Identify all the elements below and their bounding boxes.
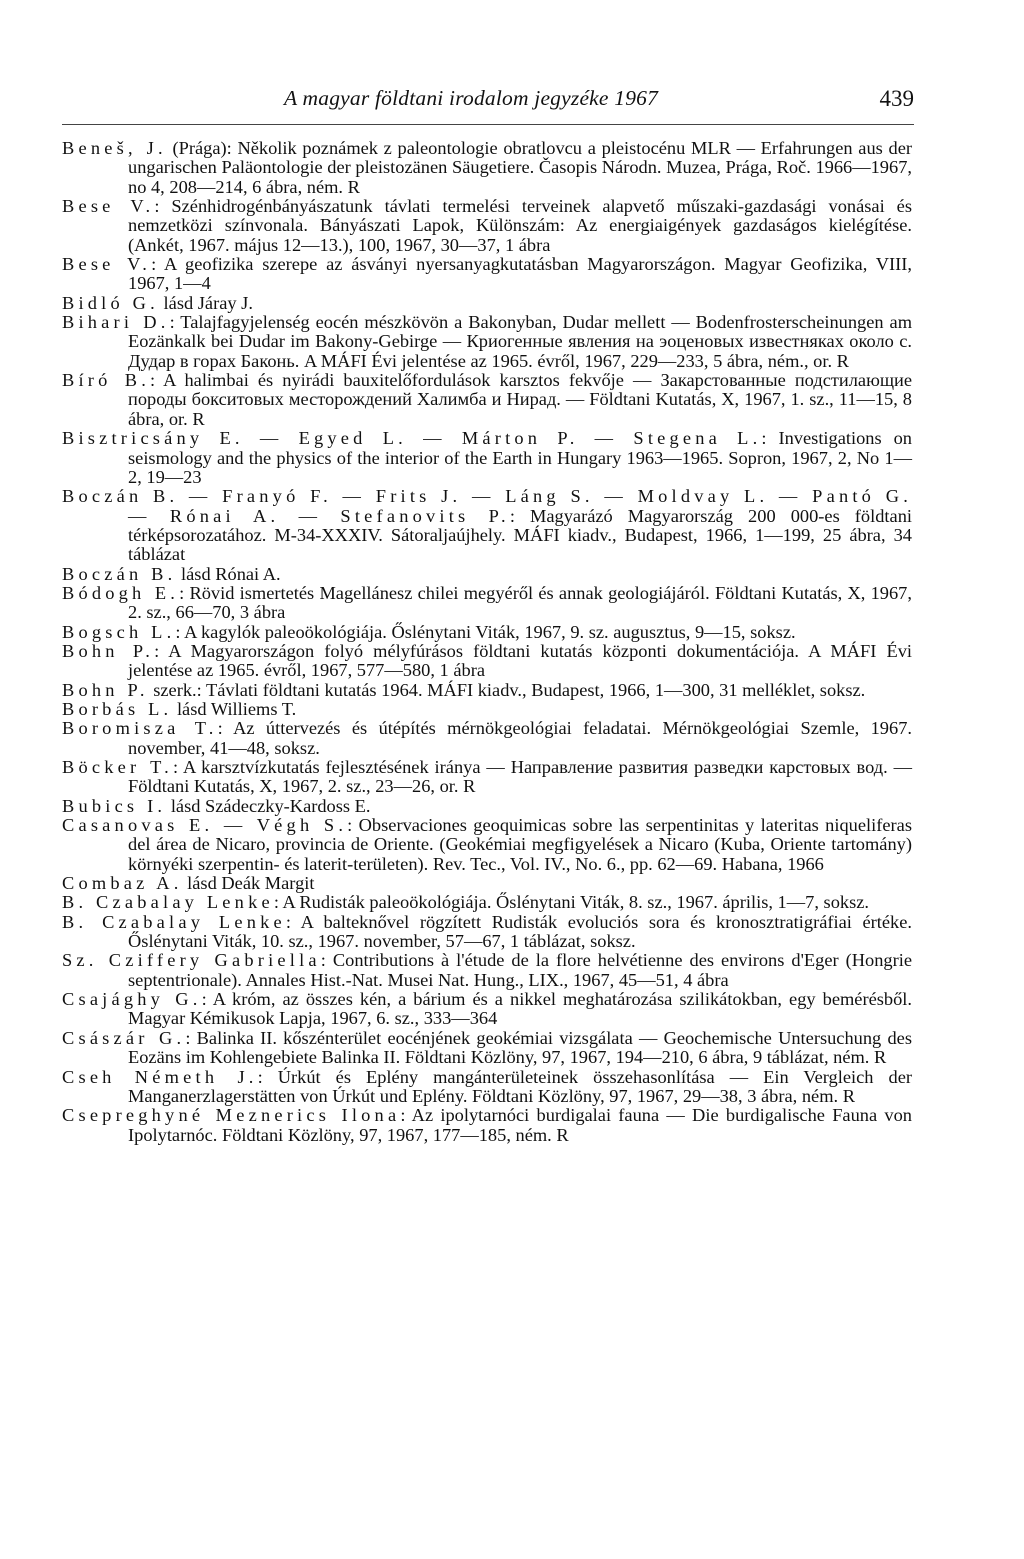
bibliography-entry	[62, 719, 912, 758]
bibliography-entry	[62, 681, 912, 700]
entry-author: Borbás L.	[62, 698, 173, 719]
bibliography-entry	[62, 197, 912, 255]
entry-author: Boczán B. — Franyó F. — Frits J. — Láng S. — Moldvay L. — Pantó G. — Rónai A. — Stefanovits P.	[62, 486, 912, 526]
entry-author: Combaz A.	[62, 873, 183, 894]
entry-author: B. Czabalay Lenke	[62, 911, 286, 932]
bibliography-entry	[62, 565, 912, 584]
entry-author: Bíró B.	[62, 370, 151, 391]
bibliography-entry	[62, 1106, 912, 1145]
entry-author: Bogsch L.	[62, 621, 176, 642]
entry-author: Böcker T.	[62, 757, 173, 777]
entry-text: : A halimbai és nyirádi bauxitelőfordulások karsztos fekvője — Закарстованные подстилающие породы бокситовых месторождений Халимба и Нирад. — Földtani Kutatás, X, 1967, 1. sz., 11—15, 8 ábra, or. R	[128, 370, 912, 429]
entry-author: Bihari D.	[62, 312, 170, 333]
entry-text: szerk.: Távlati földtani kutatás 1964. MÁFI kiadv., Budapest, 1966, 1—300, 31 melléklet, soksz.	[148, 679, 866, 700]
entry-author: Bidló G.	[62, 292, 159, 313]
bibliography-entry	[62, 990, 912, 1029]
bibliography-entry	[62, 1068, 912, 1107]
entry-author: B. Czabalay Lenke	[62, 892, 274, 913]
entry-text: : Talajfagyjelenség eocén mészkövön a Bakonyban, Dudar mellett — Bodenfrosterscheinungen am Eozänkalk bei Dudar im Bakony-Gebirge — Криогенные явления на эоценовых известняках около с. Дудар в горах Баконь. A MÁFI Évi jelentése az 1965. évről, 1967, 229—233, 5 ábra, ném., or. R	[128, 312, 912, 371]
bibliography-entry	[62, 893, 912, 912]
bibliography-entry	[62, 913, 912, 952]
page-number: 439	[879, 86, 914, 111]
entry-text: : Rövid ismertetés Magellánesz chilei megyéről és annak geologiájáról. Földtani Kutatás, X, 1967, 2. sz., 66—70, 3 ábra	[128, 582, 912, 623]
bibliography-entry	[62, 816, 912, 874]
bibliography-entry	[62, 139, 912, 197]
bibliography-entry	[62, 642, 912, 681]
bibliography-entry	[62, 584, 912, 623]
entry-text: : A Magyarországon folyó mélyfúrásos földtani kutatás központi dokumentációja. A MÁFI Évi jelentése az 1965. évről, 1967, 577—580, 1 ábra	[128, 640, 912, 681]
entry-author: Boromisza T.	[62, 718, 218, 739]
entry-text: : Balinka II. kőszénterület eocénjének geokémiai vizsgálata — Geochemische Untersuchung des Eozäns im Kohlengebiete Balinka II. Földtani Közlöny, 97, 1967, 194—210, 6 ábra, 9 táblázat, ném. R	[128, 1027, 912, 1068]
entry-text: : Magyarázó Magyarország 200 000-es földtani térképsorozatához. M-34-XXXIV. Sátoraljaújhely. MÁFI kiadv., Budapest, 1966, 1—199, 25 ábra, 34 táblázat	[128, 505, 912, 565]
running-title: A magyar földtani irodalom jegyzéke 1967	[284, 86, 659, 110]
bibliography-entry	[62, 874, 912, 893]
page-header	[62, 86, 914, 116]
bibliography-entry	[62, 1029, 912, 1068]
bibliography-list	[62, 139, 912, 1145]
bibliography-entry	[62, 313, 912, 371]
entry-author: Császár G.	[62, 1027, 186, 1048]
entry-author: Cseh Németh J.	[62, 1066, 258, 1087]
entry-text: lásd Williems T.	[172, 698, 297, 719]
bibliography-entry	[62, 371, 912, 429]
entry-author: Bohn P.	[62, 640, 155, 661]
entry-author: Bisztricsány E. — Egyed L. — Márton P. — Stegena L.	[62, 428, 762, 449]
bibliography-entry	[62, 429, 912, 487]
entry-text: : Contributions à l'étude de la flore helvétienne des environs d'Eger (Hongrie septentrionale). Annales Hist.-Nat. Musei Nat. Hung., LIX., 1967, 45—51, 4 ábra	[128, 950, 912, 990]
entry-text: : A króm, az összes kén, a bárium és a nikkel meghatározása szilikátokban, egy bemérésből. Magyar Kémikusok Lapja, 1967, 6. sz., 333—364	[128, 989, 913, 1029]
bibliography-entry	[62, 797, 912, 816]
entry-text: : Az ipolytarnóci burdigalai fauna — Die burdigalische Fauna von Ipolytarnóc. Földtani Közlöny, 97, 1967, 177—185, ném. R	[128, 1105, 912, 1145]
entry-text: : A geofizika szerepe az ásványi nyersanyagkutatásban Magyarországon. Magyar Geofizika, VIII, 1967, 1—4	[128, 254, 913, 294]
entry-text: (Prága): Několik poznámek z paleontologie obratlovcu a pleistocénu MLR — Erfahrungen aus der ungarischen Paläontologie der pleistozänen Säugetiere. Časopis Národn. Muzea, Prága, Roč. 1966—1967, no 4, 208—214, 6 ábra, ném. R	[128, 138, 912, 197]
bibliography-entry	[62, 623, 912, 642]
bibliography-entry	[62, 700, 912, 719]
entry-author: Beneš, J.	[62, 138, 167, 158]
bibliography-entry	[62, 487, 912, 564]
entry-text: : Observaciones geoquimicas sobre las serpentinitas y lateritas niqueliferas del área de Nicaro, provincia de Oriente. (Geokémiai megfigyelések a Nicaro (Kuba, Oriente tartomány) környéki szerpentin- és laterit-területen). Rev. Tec., Vol. IV., No. 6., pp. 62—69. Habana, 1966	[128, 815, 912, 874]
entry-text: : A kagylók paleoökológiája. Őslénytani Viták, 1967, 9. sz. augusztus, 9—15, soksz.	[175, 621, 796, 642]
entry-text: : Úrkút és Eplény mangánterületeinek összehasonlítása — Ein Vergleich der Manganerzlagerstätten von Úrkút und Eplény. Földtani Közlöny, 97, 1967, 29—38, 3 ábra, ném. R	[128, 1066, 912, 1106]
entry-author: Csepreghyné Meznerics Ilona	[62, 1105, 401, 1126]
entry-author: Casanovas E. — Végh S.	[62, 815, 348, 836]
entry-text: lásd Szádeczky-Kardoss E.	[166, 795, 371, 816]
entry-text: : A Rudisták paleoökológiája. Őslénytani Viták, 8. sz., 1967. április, 1—7, soksz.	[273, 892, 869, 913]
entry-text: : Szénhidrogénbányászatunk távlati termelési terveinek alapvető műszaki-gazdasági vonásai és nemzetközi színvonala. Bányászati Lapok, Különszám: Az energiaigények gazdaságos kielégítése. (Ankét, 1967. május 12—13.), 100, 1967, 30—37, 1 ábra	[128, 196, 912, 255]
entry-text: lásd Járay J.	[158, 292, 253, 313]
entry-author: Bese V.	[62, 196, 155, 217]
bibliography-entry	[62, 758, 912, 797]
entry-author: Sz. Cziffery Gabriella	[62, 950, 321, 971]
entry-text: : Investigations on seismology and the physics of the interior of the Earth in Hungary 1963—1965. Sopron, 1967, 2, No 1—2, 19—23	[128, 428, 913, 487]
bibliography-entry	[62, 255, 912, 294]
entry-author: Boczán B.	[62, 563, 177, 584]
entry-author: Bubics I.	[62, 795, 167, 816]
entry-author: Bese V.	[62, 254, 152, 275]
bibliography-entry	[62, 951, 912, 990]
entry-author: Bohn P.	[62, 679, 149, 700]
entry-text: : Az úttervezés és útépítés mérnökgeológiai feladatai. Mérnökgeológiai Szemle, 1967. november, 41—48, soksz.	[128, 718, 912, 758]
header-rule	[62, 124, 914, 125]
entry-text: : A karsztvízkutatás fejlesztésének iránya — Направление развития разведки карстовых вод. — Földtani Kutatás, X, 1967, 2. sz., 23—26, or. R	[128, 757, 912, 797]
bibliography-entry	[62, 294, 912, 313]
entry-text: lásd Deák Margit	[182, 873, 315, 894]
entry-text: : A balteknővel rögzített Rudisták evoluciós sora és kronosztratigráfiai értéke. Őslénytani Viták, 10. sz., 1967. november, 57—67, 1 táblázat, soksz.	[128, 911, 912, 952]
entry-author: Csajághy G.	[62, 989, 202, 1010]
entry-text: lásd Rónai A.	[176, 563, 281, 584]
entry-author: Bódogh E.	[62, 582, 180, 603]
